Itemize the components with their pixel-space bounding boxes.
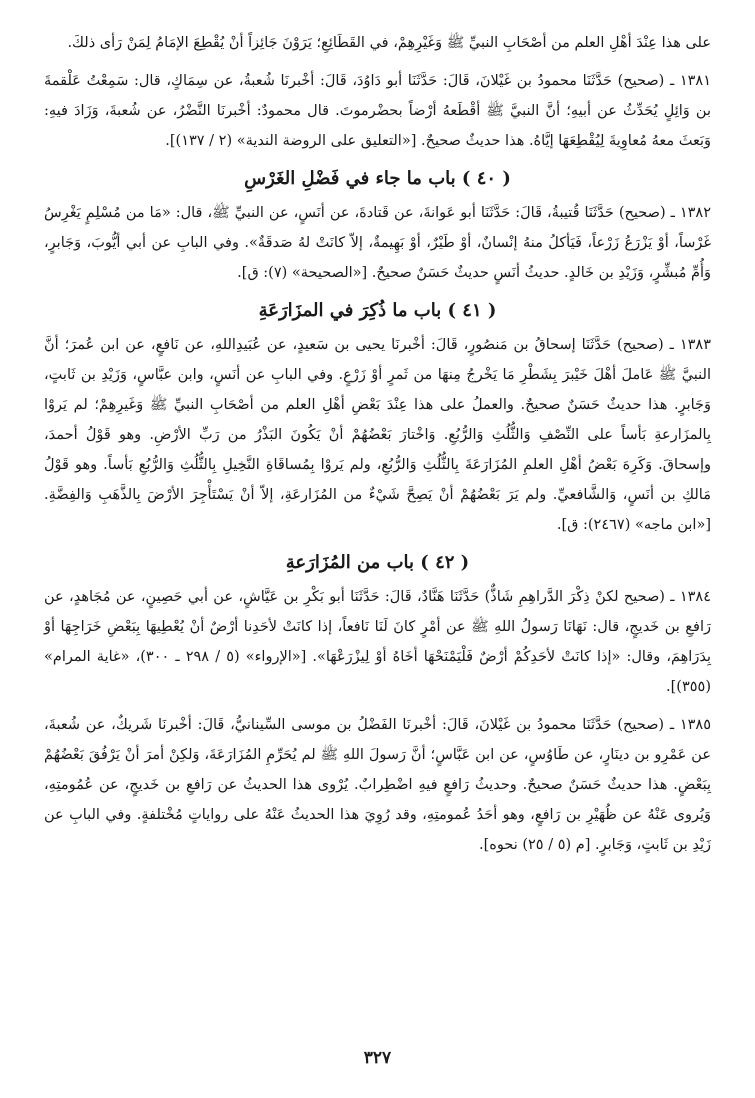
paragraph-continuation: على هذا عِنْدَ أهْلِ العلم من أصْحَابِ النبيِّ ﷺ وَغَيْرِهِمْ، في القَطَائِعِ؛ يَرَوْنَ جَائِزاً أنْ يُقْطِعَ الإمَامُ لِمَنْ رَأى ذلكَ.	[67, 35, 711, 51]
hadith-1384: ١٣٨٤ ـ (صحيح لكنْ ذِكْرَ الدَّراهِمِ شَاذٌّ) حَدَّثَنَا هَنَّادٌ، قَالَ: حَدَّثَنَا أبو بَكْرِ بن عَيَّاشٍ، عن أبي حَصِينٍ، عن مُجَاهدٍ، عن رَافعِ بن خَديجٍ، قال: نَهَانَا رَسولُ اللهِ ﷺ عن أمْرٍ كانَ لَنَا نَافعاً، إذا كانَتْ لأحَدِنا أرْضٌ أنْ يُعْطِيهَا بِبَعْضِ خَرَاجِهَا أوْ بِدَرَاهِمَ، وقال: «إذا كانَتْ لأحَدِكُمْ أرْضٌ فَلْيَمْنَحْهَا أخَاهُ أوْ لِيزْرَعْهَا». [«الإرواء» (٥ / ٢٩٨ ـ ٣٠٠)، «غاية المرام» (٣٥٥)].	[44, 589, 711, 695]
page-number: ٣٢٧	[363, 1048, 392, 1068]
hadith-1385: ١٣٨٥ ـ (صحيح) حَدَّثَنَا محمودُ بن غَيْلانَ، قَالَ: أخْبرنَا الفَضْلُ بن موسى السِّينانيُّ، قَالَ: أخْبرنَا شَريكٌ، عن شُعبةَ، عن عَمْرِو بن دينَارٍ، عن طَاوُسٍ، عن ابن عَبَّاسٍ؛ أنَّ رَسولَ اللهِ ﷺ لم يُحَرِّمِ المُزَارَعَةَ، وَلكِنْ أمرَ أنْ يَرْفُقَ بَعْضُهُمْ بِبَعْضٍ. هذا حديثٌ حَسَنٌ صحيحٌ. وحديثُ رَافعٍ فيهِ اضْطِرابٌ. يُرْوى هذا الحديثُ عن رَافعِ بن خَديجٍ، عن عُمُومتِهِ، وَيُروى عَنْهُ عن ظُهَيْرِ بن رَافعٍ، وهو أحَدُ عُمومتِهِ، وقد رُوِيَ هذا الحديثُ عَنْهُ على رواياتٍ مُخْتلفةٍ. وفي البابِ عن زَيْدِ بن ثَابتٍ، وَجَابرٍ. [م (٥ / ٢٥) نحوه].	[44, 717, 711, 853]
chapter-heading-40: ( ٤٠ ) باب ما جاء في فَضْلِ الغَرْسِ	[244, 168, 511, 189]
chapter-heading-41: ( ٤١ ) باب ما ذُكِرَ في المزَارَعَةِ	[258, 300, 497, 321]
chapter-heading-42: ( ٤٢ ) باب من المُزَارَعةِ	[285, 552, 470, 573]
hadith-1381: ١٣٨١ ـ (صحيح) حَدَّثَنَا محمودُ بن غَيْلانَ، قَالَ: حَدَّثَنَا أبو دَاوُدَ، قَالَ: أخْبرنَا شُعبةُ، عن سِمَاكٍ، قال: سَمِعْتُ عَلْقمةَ بن وَائِلٍ يُحَدِّثُ عن أبيهِ؛ أنَّ النبيَّ ﷺ أقْطَعهُ أرْضاً بحضْرموتَ. قال محمودٌ: أخْبرنَا النَّضْرُ، عن شُعبةَ، وَزَادَ فيهِ: وَبَعثَ معهُ مُعاوِيةَ لِيُقْطِعَهَا إيَّاهُ. هذا حديثٌ صحيحٌ. [«التعليق على الروضة الندية» (٢ / ١٣٧)].	[44, 73, 711, 149]
hadith-1383: ١٣٨٣ ـ (صحيح) حَدَّثَنَا إسحاقُ بن مَنصُورٍ، قَالَ: أخْبرنَا يحيى بن سَعيدٍ، عن عُبَيدِاللهِ، عن نَافعٍ، عن ابن عُمرَ؛ أنَّ النبيَّ ﷺ عَاملَ أهْلَ خَيْبرَ بِشَطْرِ مَا يَخْرجُ مِنهَا من ثَمرٍ أوْ زَرْعٍ. وفي البابِ عن أنَسٍ، وابن عبَّاسٍ، وَزَيْدِ بن ثَابتٍ، وَجَابرٍ. هذا حديثٌ حَسَنٌ صحيحٌ. والعملُ على هذا عِنْدَ بَعْضِ أهْلِ العلم من أصْحَابِ النبيِّ ﷺ وَغَيرِهِمْ؛ لم يَروْا بِالمزَارعةِ بَأساً على النِّصْفِ وَالثُّلُثِ وَالرُّبُعِ. وَاخْتارَ بَعْضُهُمْ أنْ يَكُونَ البَذْرُ من رَبِّ الأرْضِ. وهو قَوْلُ أحمدَ، وإسحاقَ. وَكَرِهَ بَعْضُ أهْلِ العلمِ المُزَارَعَةَ بِالثُّلُثِ وَالرُّبُعِ، ولم يَروْا بِمُساقَاةِ النَّخِيلِ بِالثُّلُثِ وَالرُّبُعِ بَأساً. وهو قَوْلُ مَالكِ بن أنَسٍ، وَالشَّافعيِّ. ولم يَرَ بَعْضُهُمْ أنْ يَصِحَّ شَيْءٌ من المُزَارعَةِ، إلاّ أنْ يَسْتَأْجِرَ الأرْضَ بِالذَّهَبِ وَالفِضَّةِ. [«ابن ماجه» (٢٤٦٧): ق].	[44, 337, 711, 533]
hadith-1382: ١٣٨٢ ـ (صحيح) حَدَّثَنَا قُتيبةُ، قَالَ: حَدَّثَنَا أبو عَوانةَ، عن قَتادةَ، عن أنَسٍ، عن النبيِّ ﷺ، قال: «مَا من مُسْلِمٍ يَغْرِسُ غَرْساً، أوْ يَزْرَعُ زَرْعاً، فَيَأكلُ منهُ إنْسانٌ، أوْ طَيْرٌ، أوْ بَهِيمةٌ، إلاّ كانَتْ لهُ صَدقَةٌ». وفي البابِ عن أبي أيُّوبَ، وَجَابرٍ، وَأُمِّ مُبشِّرٍ، وَزَيْدِ بن خَالدٍ. حديثُ أنَسٍ حديثٌ حَسَنٌ صحيحٌ. [«الصحيحة» (٧): ق].	[44, 205, 711, 281]
